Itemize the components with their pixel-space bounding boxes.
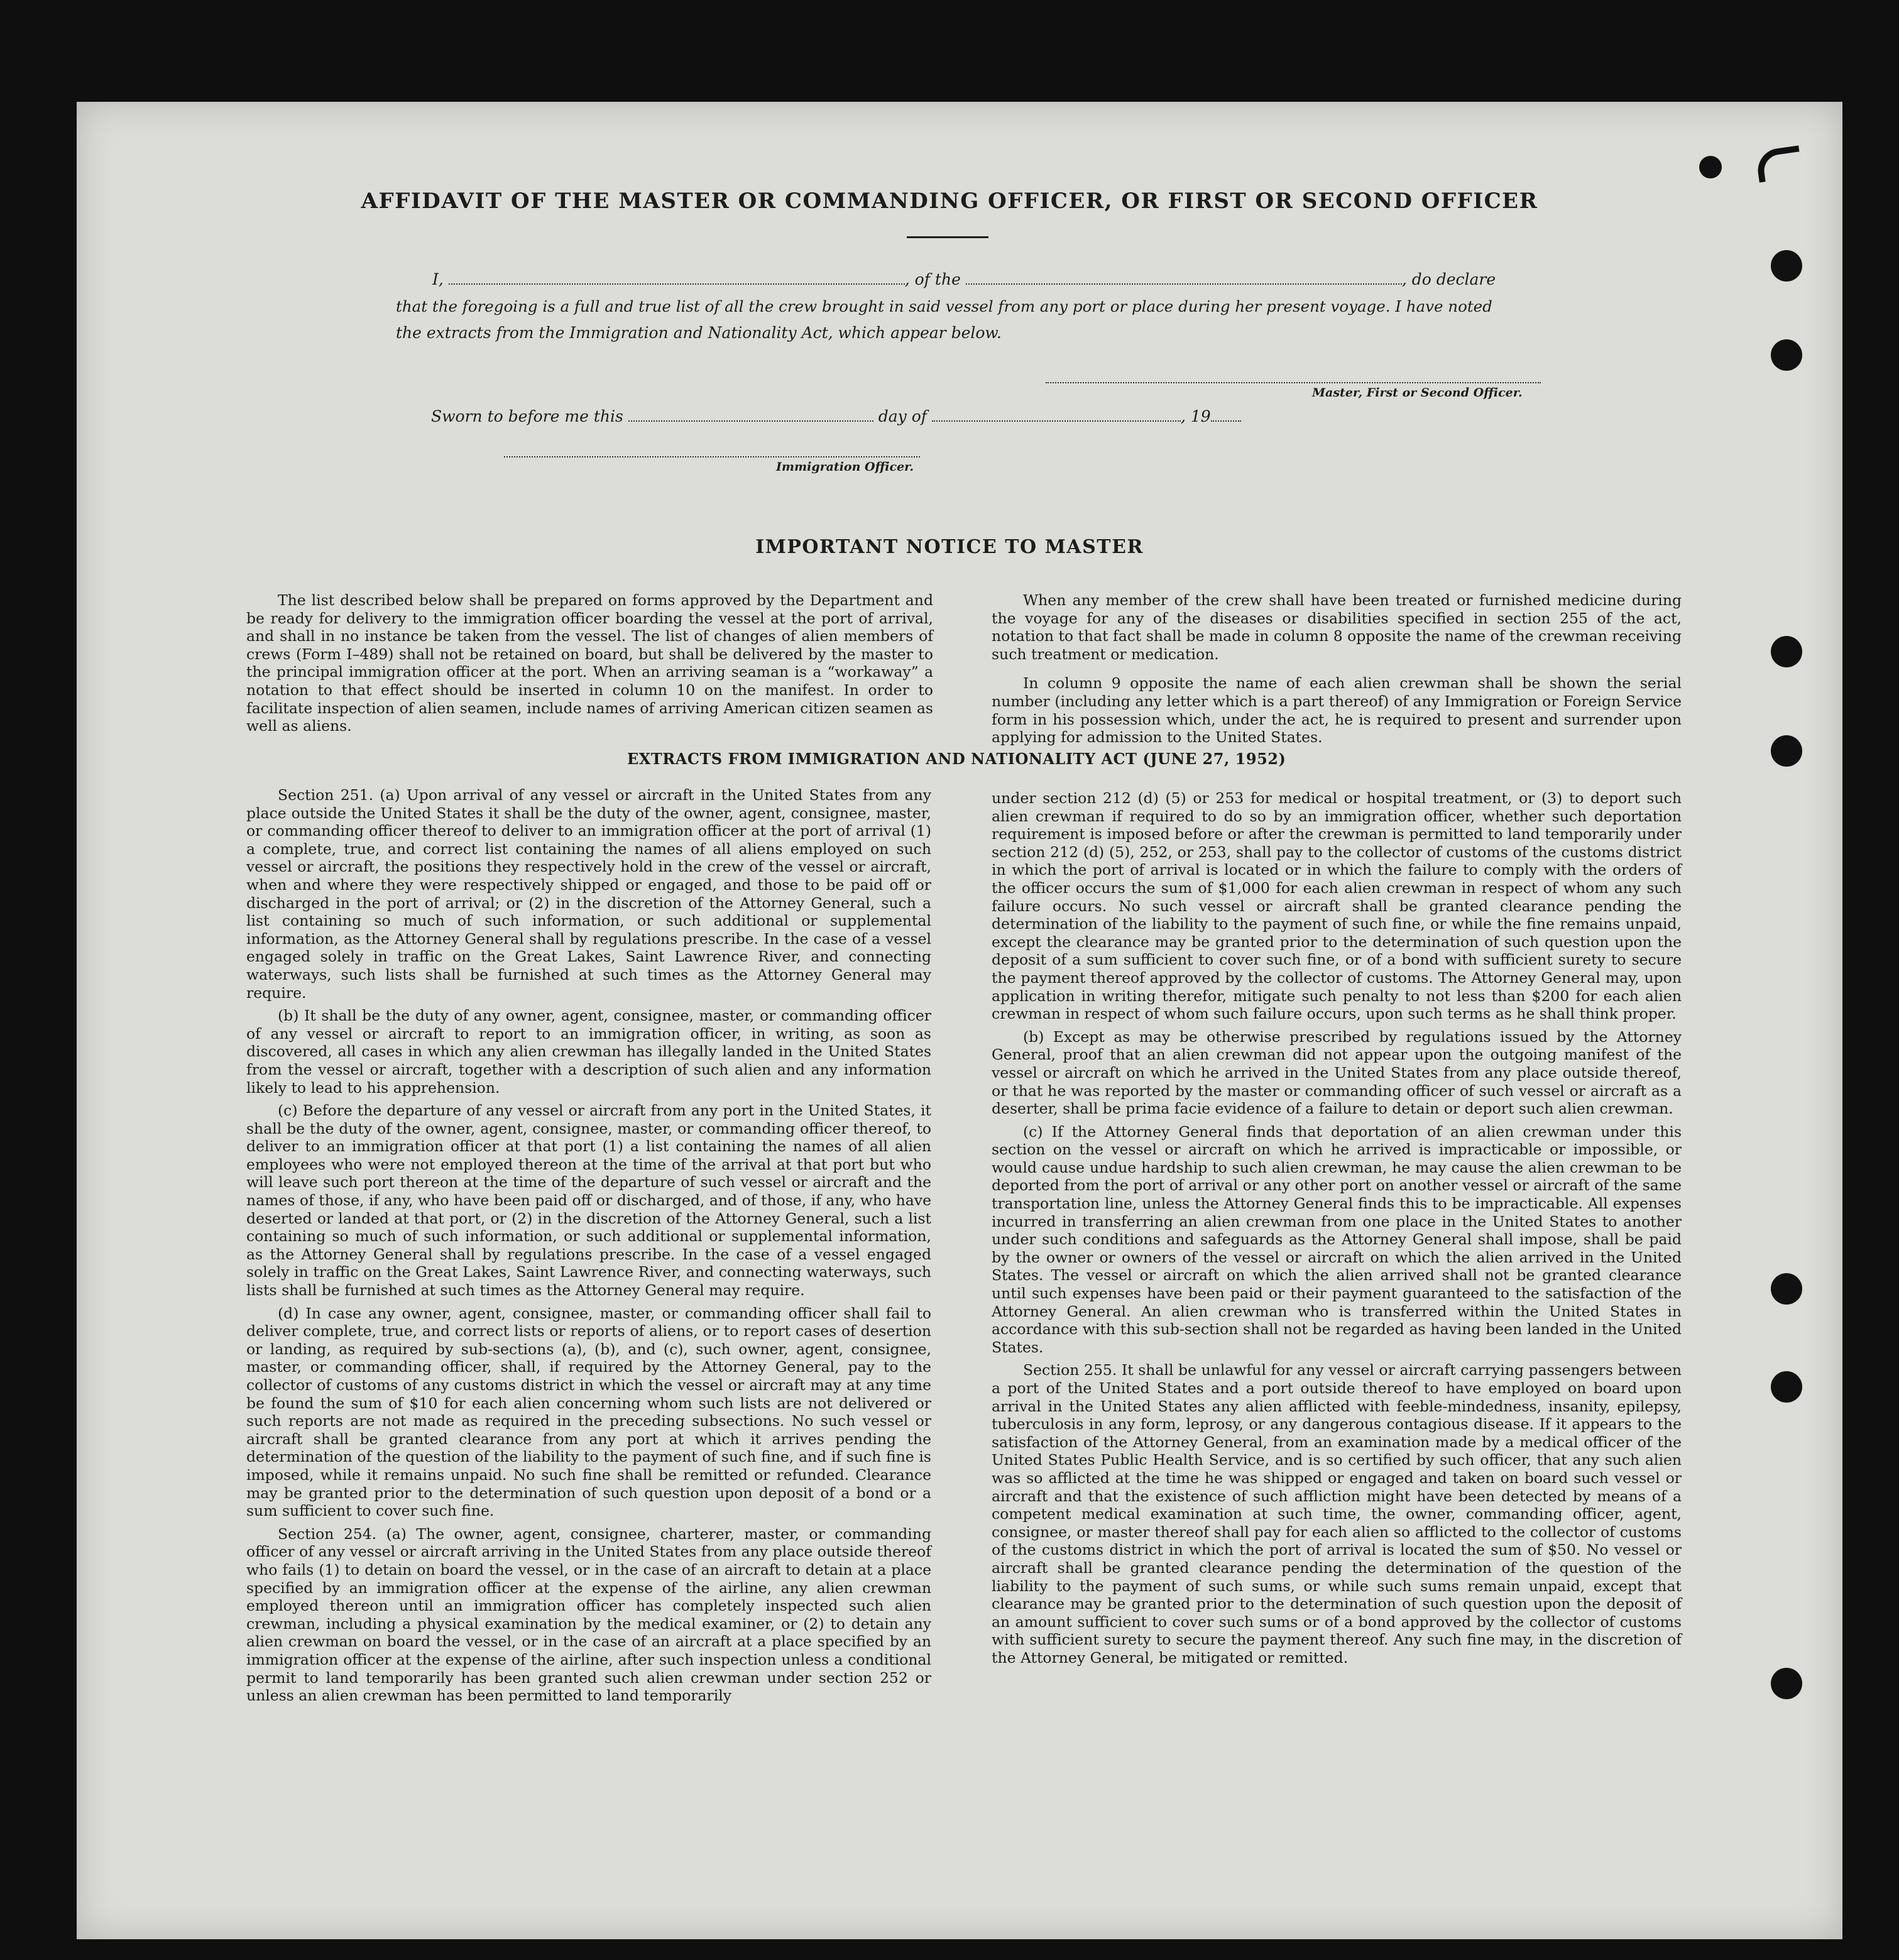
punch-hole bbox=[1699, 156, 1722, 178]
punch-hole bbox=[1771, 636, 1802, 667]
declaration-end: , do declare bbox=[1401, 270, 1496, 288]
notice-paragraph: In column 9 opposite the name of each alien crewman shall be shown the serial number (including any letter which is a part thereof) of any Immigration or Foreign Service form in his possession which, under the act, he is required to present and surrender upon applying for admission to the United States. bbox=[992, 674, 1682, 747]
section-paragraph: (b) Except as may be otherwise prescribed by regulations issued by the Attorney General, proof that an alien crewman did not appear upon the outgoing manifest of the vessel or aircraft on which he arrived in the United States from any place outside thereof, or that he was reported by the master or commanding officer of such vessel or aircraft as a deserter, shall be prima facie evidence of a failure to detain or deport such alien crewman. bbox=[992, 1027, 1682, 1118]
notice-paragraph: When any member of the crew shall have been treated or furnished medicine during the voyage for any of the diseases or disabilities specified in section 255 of the act, notation to that fact shall be made in column 8 opposite the name of the crewman receiving such treatment or medication. bbox=[992, 591, 1682, 663]
section-paragraph: (b) It shall be the duty of any owner, agent, consignee, master, or commanding officer of any vessel or aircraft to report to an immigration officer, in writing, as soon as discovered, all cases in which any alien crewman has illegally landed in the United States from the vessel or aircraft, together with a description of such alien and any information likely to lead to his apprehension. bbox=[246, 1007, 931, 1097]
punch-hole bbox=[1771, 735, 1802, 767]
sworn-month-field[interactable] bbox=[932, 409, 1181, 422]
punch-hole bbox=[1771, 339, 1802, 371]
officer-signature-label: Immigration Officer. bbox=[776, 460, 914, 474]
extracts-right-column bbox=[992, 789, 1682, 1672]
declaration-text-line2: that the foregoing is a full and true list of all the crew brought in said vessel from any port or place during her present voyage. I have noted bbox=[396, 297, 1492, 315]
notice-paragraph: The list described below shall be prepared on forms approved by the Department and be ready for delivery to the immigration officer boarding the vessel at the port of arrival, and shall in no instance be taken from the vessel. The list of changes of alien members of crews (Form I–489) shall not be retained on board, but shall be delivered by the master to the principal immigration officer at the port. When an arriving seaman is a “workaway” a notation to that effect should be inserted in column 10 on the manifest. In order to facilitate inspection of alien seamen, include names of arriving American citizen seamen as well as aliens. bbox=[246, 591, 933, 735]
declaration-i: I, bbox=[432, 270, 444, 288]
notice-left-column bbox=[246, 591, 933, 740]
extracts-left-column bbox=[246, 786, 931, 1710]
punch-hole bbox=[1771, 1273, 1802, 1305]
section-paragraph: under section 212 (d) (5) or 253 for medical or hospital treatment, or (3) to deport such alien crewman if required to do so by an immigration officer, whether such deportation requirement is imposed before or after the crewman is permitted to land temporarily under section 212 (d) (5), 252, or 253, shall pay to the collector of customs of the customs district in which the port of arrival is located or in which the failure to comply with the orders of the officer occurs the sum of $1,000 for each alien crewman in respect of whom any such failure occurs. No such vessel or aircraft shall be granted clearance pending the determination of the liability to the payment of such fine, or while the fine remains unpaid, except the clearance may be granted prior to the determination of such question upon the deposit of a sum sufficient to cover such fine, or of a bond with sufficient surety to secure the payment thereof approved by the collector of customs. The Attorney General may, upon application in writing therefor, mitigate such penalty to not less than $200 for each alien crewman in respect of whom such failure occurs, upon such terms as he shall think proper. bbox=[992, 789, 1682, 1023]
title-rule bbox=[907, 236, 988, 238]
notice-title: IMPORTANT NOTICE TO MASTER bbox=[755, 536, 1144, 558]
sworn-text: Sworn to before me this bbox=[431, 407, 623, 425]
punch-hole bbox=[1771, 250, 1802, 282]
punch-hole bbox=[1771, 1371, 1802, 1403]
name-field[interactable] bbox=[449, 272, 905, 285]
extracts-title: EXTRACTS FROM IMMIGRATION AND NATIONALITY ACT (JUNE 27, 1952) bbox=[627, 750, 1286, 768]
sworn-year-prefix: 19 bbox=[1190, 407, 1211, 425]
vessel-field[interactable] bbox=[966, 272, 1402, 285]
notice-right-column bbox=[992, 591, 1682, 752]
section-paragraph: Section 254. (a) The owner, agent, consignee, charterer, master, or commanding officer of any vessel or aircraft arriving in the United States from any place outside thereof who fails (1) to detain on board the vessel, or in the case of an aircraft to detain at a place specified by an immigration officer at the expense of the airline, any alien crewman employed thereon until an immigration officer has completely inspected such alien crewman, including a physical examination by the medical examiner, or (2) to detain any alien crewman on board the vessel, or in the case of an aircraft at a place specified by an immigration officer at the expense of the airline, after such inspection unless a conditional permit to land temporarily has been granted such alien crewman under section 252 or unless an alien crewman has been permitted to land temporarily bbox=[246, 1525, 931, 1705]
master-signature-label: Master, First or Second Officer. bbox=[1312, 386, 1523, 400]
declaration-line bbox=[432, 270, 1496, 288]
master-signature-line[interactable] bbox=[1046, 381, 1541, 383]
sworn-day-of: day of bbox=[878, 407, 928, 425]
section-paragraph: (c) Before the departure of any vessel or aircraft from any port in the United States, it shall be the duty of the owner, agent, consignee, master, or commanding officer thereof, to deliver to an immigration officer at that port (1) a list containing the names of all alien employees who were not employed thereon at the time of the arrival at that port but who will leave such port thereon at the time of the departure of such vessel or aircraft and the names of those, if any, who have been paid off or discharged, and of those, if any, who have deserted or landed at that port, or (2) in the discretion of the Attorney General, such a list containing so much of such information, or such additional or supplemental information, as the Attorney General shall by regulations prescribe. In the case of a vessel engaged solely in traffic on the Great Lakes, Saint Lawrence River, and connecting waterways, such lists shall be furnished at such times as the Attorney General may require. bbox=[246, 1102, 931, 1300]
section-paragraph: (c) If the Attorney General finds that deportation of an alien crewman under this section on the vessel or aircraft on which he arrived is impracticable or impossible, or would cause undue hardship to such alien crewman, he may cause the alien crewman to be deported from the port of arrival or any other port on another vessel or aircraft of the same transportation line, unless the Attorney General finds this to be impracticable. All expenses incurred in transferring an alien crewman from one place in the United States to another under such conditions and safeguards as the Attorney General shall impose, shall be paid by the owner or owners of the vessel or aircraft on which the alien arrived in the United States. The vessel or aircraft on which the alien arrived shall not be granted clearance until such expenses have been paid or their payment guaranteed to the satisfaction of the Attorney General. An alien crewman who is transferred within the United States in accordance with this sub-section shall not be regarded as having been landed in the United States. bbox=[992, 1122, 1682, 1356]
section-paragraph: (d) In case any owner, agent, consignee, master, or commanding officer shall fail to deliver complete, true, and correct lists or reports of aliens, or to report cases of desertion or landing, as required by sub-sections (a), (b), and (c), such owner, agent, consignee, master, or commanding officer, shall, if required by the Attorney General, pay to the collector of customs of any customs district in which the vessel or aircraft may at any time be found the sum of $10 for each alien concerning whom such lists are not delivered or such reports are not made as required in the preceding subsections. No such vessel or aircraft shall be granted clearance from any port at which it arrives pending the determination of the question of the liability to the payment of such fine, and if such fine is imposed, while it remains unpaid. No such fine shall be remitted or refunded. Clearance may be granted prior to the determination of such question upon deposit of a bond or a sum sufficient to cover such fine. bbox=[246, 1304, 931, 1520]
declaration-text-line3: the extracts from the Immigration and Nationality Act, which appear below. bbox=[396, 324, 1002, 342]
officer-signature-line[interactable] bbox=[504, 455, 920, 457]
sworn-day-field[interactable] bbox=[628, 409, 873, 422]
affidavit-title: AFFIDAVIT OF THE MASTER OR COMMANDING OFFICER, OR FIRST OR SECOND OFFICER bbox=[361, 189, 1538, 214]
section-paragraph: Section 251. (a) Upon arrival of any vessel or aircraft in the United States from any place outside the United States it shall be the duty of the owner, agent, consignee, master, or commanding officer thereof to deliver to an immigration officer at the port of arrival (1) a complete, true, and correct list containing the names of all aliens employed on such vessel or aircraft, the positions they respectively hold in the crew of the vessel or aircraft, when and where they were respectively shipped or engaged, and those to be paid off or discharged in the port of arrival; or (2) in the discretion of the Attorney General, such a list containing so much of such information, or such additional or supplemental information, as the Attorney General shall by regulations prescribe. In the case of a vessel engaged solely in traffic on the Great Lakes, Saint Lawrence River, and connecting waterways, such lists shall be furnished at such times as the Attorney General may require. bbox=[246, 786, 931, 1002]
sworn-year-field[interactable] bbox=[1211, 409, 1241, 422]
section-paragraph: Section 255. It shall be unlawful for any vessel or aircraft carrying passengers between a port of the United States and a port outside thereof to have employed on board upon arrival in the United States any alien afflicted with feeble-mindedness, insanity, epilepsy, tuberculosis in any form, leprosy, or any dangerous contagious disease. If it appears to the satisfaction of the Attorney General, from an examination made by a medical officer of the United States Public Health Service, and is so certified by such officer, that any such alien was so afflicted at the time he was shipped or engaged and taken on board such vessel or aircraft and that the existence of such affliction might have been detected by means of a competent medical examination at such time, the owner, commanding officer, agent, consignee, or master thereof shall pay for each alien so afflicted to the collector of customs of the customs district in which the port of arrival is located the sum of $50. No vessel or aircraft shall be granted clearance pending the determination of the question of the liability to the payment of such sums, or while such sums remain unpaid, except that clearance may be granted prior to the determination of such question upon the deposit of an amount sufficient to cover such sums or of a bond approved by the collector of customs with sufficient surety to secure the payment thereof. Any such fine may, in the discretion of the Attorney General, be mitigated or remitted. bbox=[992, 1361, 1682, 1667]
punch-hole bbox=[1771, 1668, 1802, 1699]
sworn-line: Sworn to before me this day of , 19 bbox=[431, 407, 1241, 425]
declaration-of-the: , of the bbox=[904, 270, 961, 288]
